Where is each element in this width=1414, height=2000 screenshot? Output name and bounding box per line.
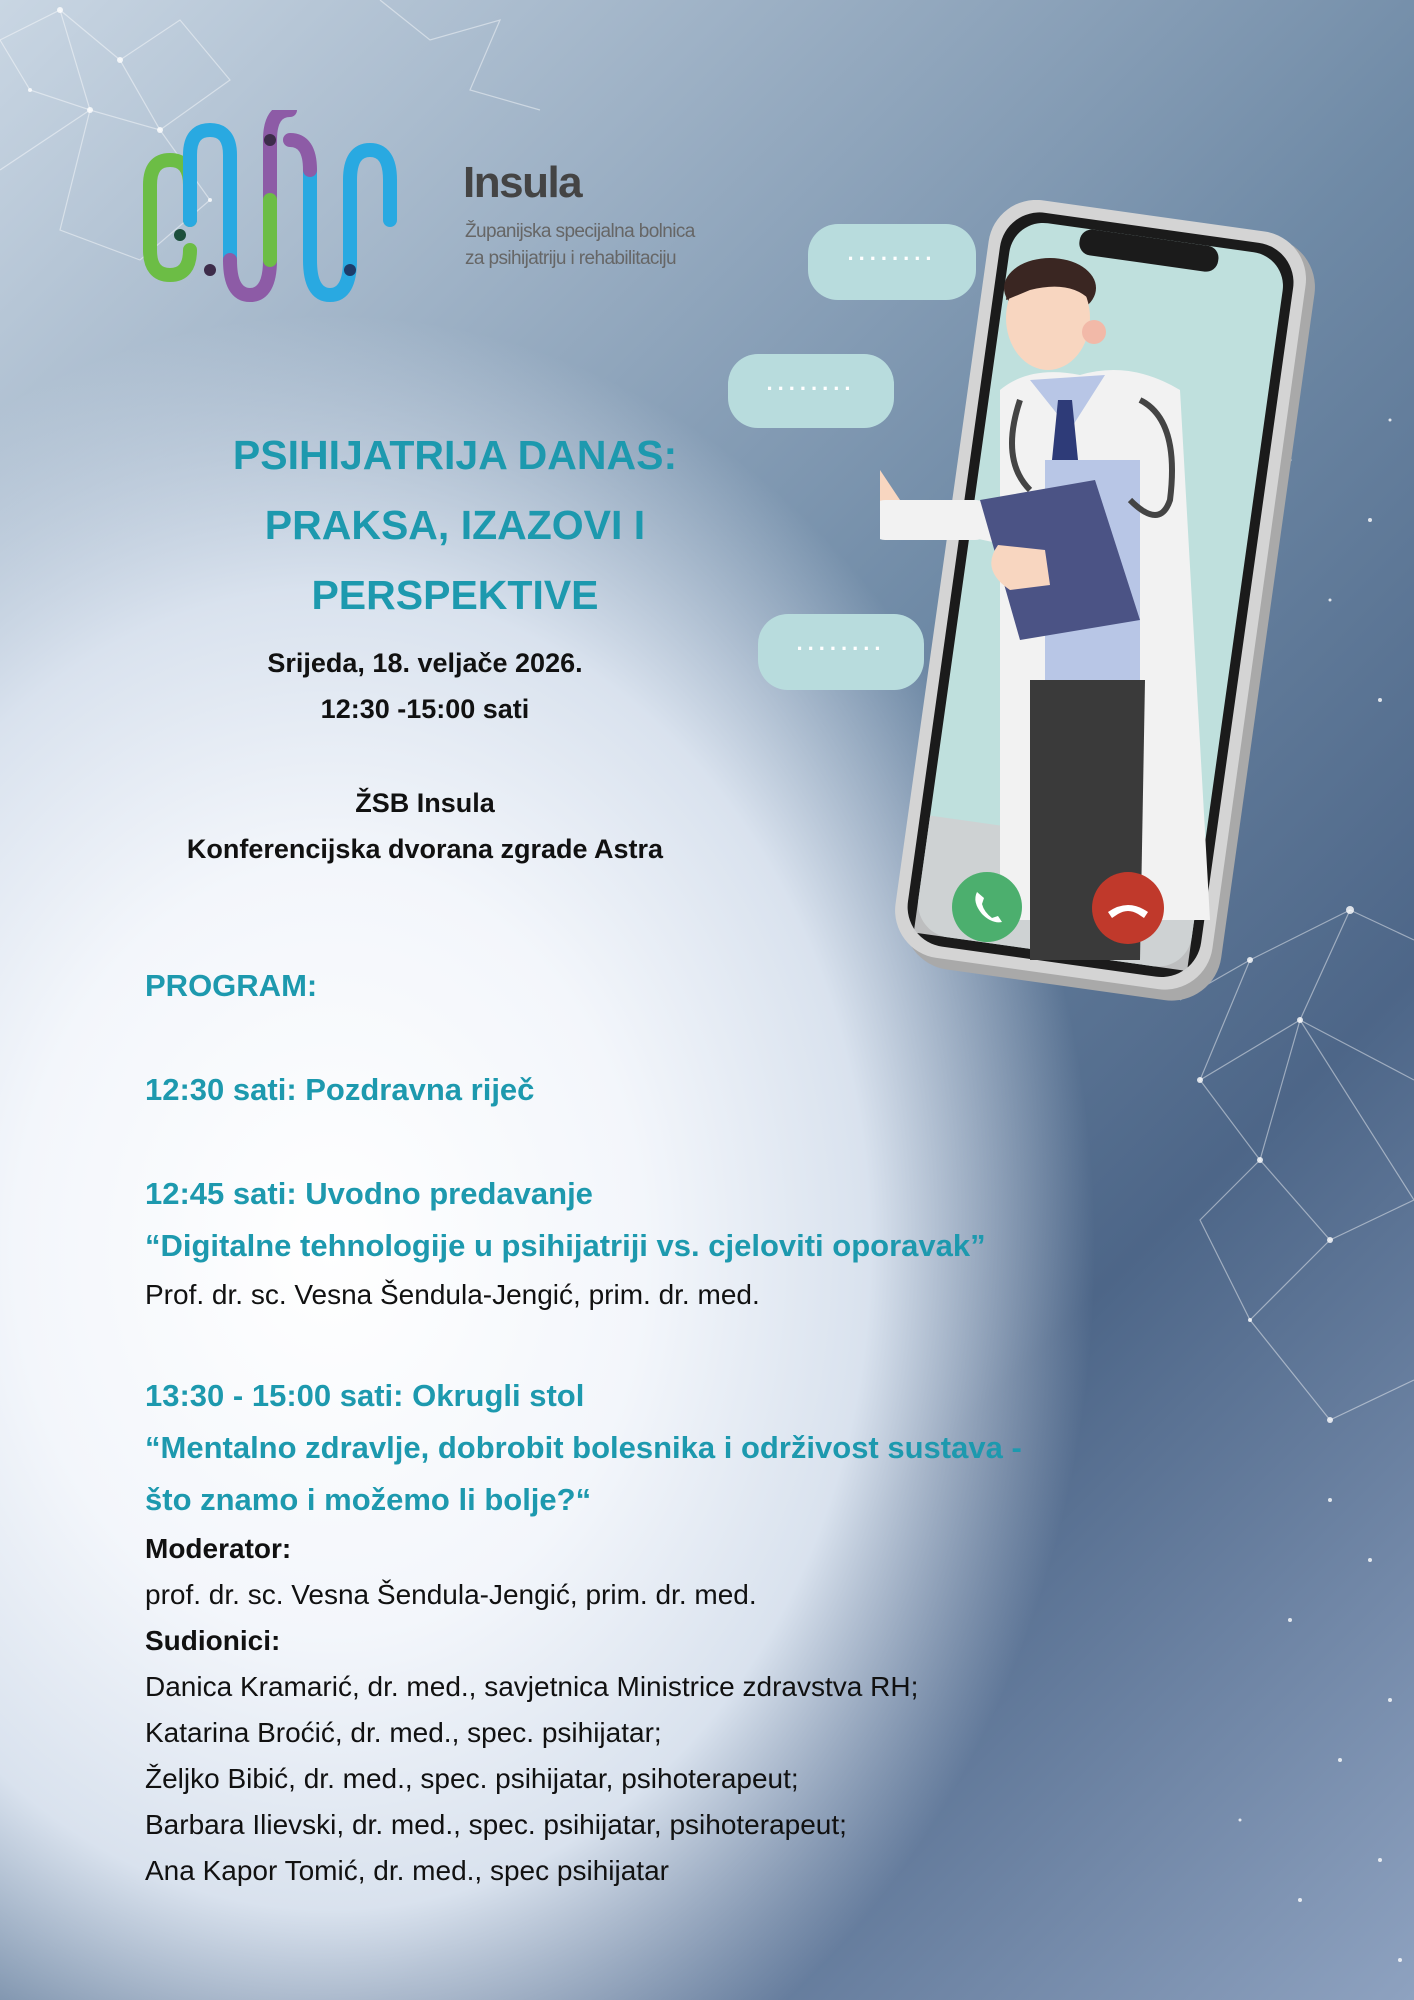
program-item-roundtable-heading: 13:30 - 15:00 sati: Okrugli stol <box>145 1378 585 1413</box>
speech-bubble: ........ <box>728 354 894 428</box>
phone-decline-icon <box>1092 872 1164 944</box>
program-item-roundtable-title-line2: što znamo i možemo li bolje?“ <box>145 1482 592 1517</box>
participant: Ana Kapor Tomić, dr. med., spec psihijatar <box>145 1855 669 1886</box>
program-section <box>145 960 1105 1894</box>
venue-line2: Konferencijska dvorana zgrade Astra <box>186 834 664 864</box>
participant: Katarina Broćić, dr. med., spec. psihijatar; <box>145 1717 662 1748</box>
participant: Željko Bibić, dr. med., spec. psihijatar, psihoterapeut; <box>145 1763 799 1794</box>
participant: Danica Kramarić, dr. med., savjetnica Ministrice zdravstva RH; <box>145 1671 919 1702</box>
event-time: 12:30 -15:00 sati <box>320 694 530 724</box>
program-heading: PROGRAM: <box>145 968 318 1003</box>
speech-bubble: ........ <box>808 224 976 300</box>
moderator-name: prof. dr. sc. Vesna Šendula-Jengić, prim. dr. med. <box>145 1579 757 1610</box>
moderator-label: Moderator: <box>145 1533 292 1564</box>
venue-line1: ŽSB Insula <box>355 788 495 818</box>
title-line2: PRAKSA, IZAZOVI I <box>264 502 646 548</box>
brand-subtitle-line2: za psihijatriju i rehabilitaciju <box>465 248 677 269</box>
brand-subtitle-line1: Županijska specijalna bolnica <box>465 221 695 242</box>
participants-label: Sudionici: <box>145 1625 281 1656</box>
brand-name: Insula <box>463 158 582 207</box>
program-item-welcome: 12:30 sati: Pozdravna riječ <box>145 1072 535 1107</box>
title-line3: PERSPEKTIVE <box>311 572 599 618</box>
program-item-lecture-title: “Digitalne tehnologije u psihijatriji vs. cjeloviti oporavak” <box>145 1228 986 1263</box>
event-venue <box>160 780 690 872</box>
event-date: Srijeda, 18. veljače 2026. <box>267 648 583 678</box>
title-line1: PSIHIJATRIJA DANAS: <box>232 432 678 478</box>
program-item-lecture-speaker: Prof. dr. sc. Vesna Šendula-Jengić, prim. dr. med. <box>145 1279 760 1310</box>
program-item-roundtable-title-line1: “Mentalno zdravlje, dobrobit bolesnika i održivost sustava - <box>145 1430 1022 1465</box>
event-datetime <box>160 640 690 732</box>
event-title <box>180 420 730 630</box>
brand-subtitle <box>465 218 765 272</box>
participant: Barbara Ilievski, dr. med., spec. psihijatar, psihoterapeut; <box>145 1809 847 1840</box>
insula-logo-icon <box>140 110 400 310</box>
speech-bubble: ........ <box>758 614 924 690</box>
program-item-lecture-heading: 12:45 sati: Uvodno predavanje <box>145 1176 593 1211</box>
phone-accept-icon <box>952 872 1022 942</box>
